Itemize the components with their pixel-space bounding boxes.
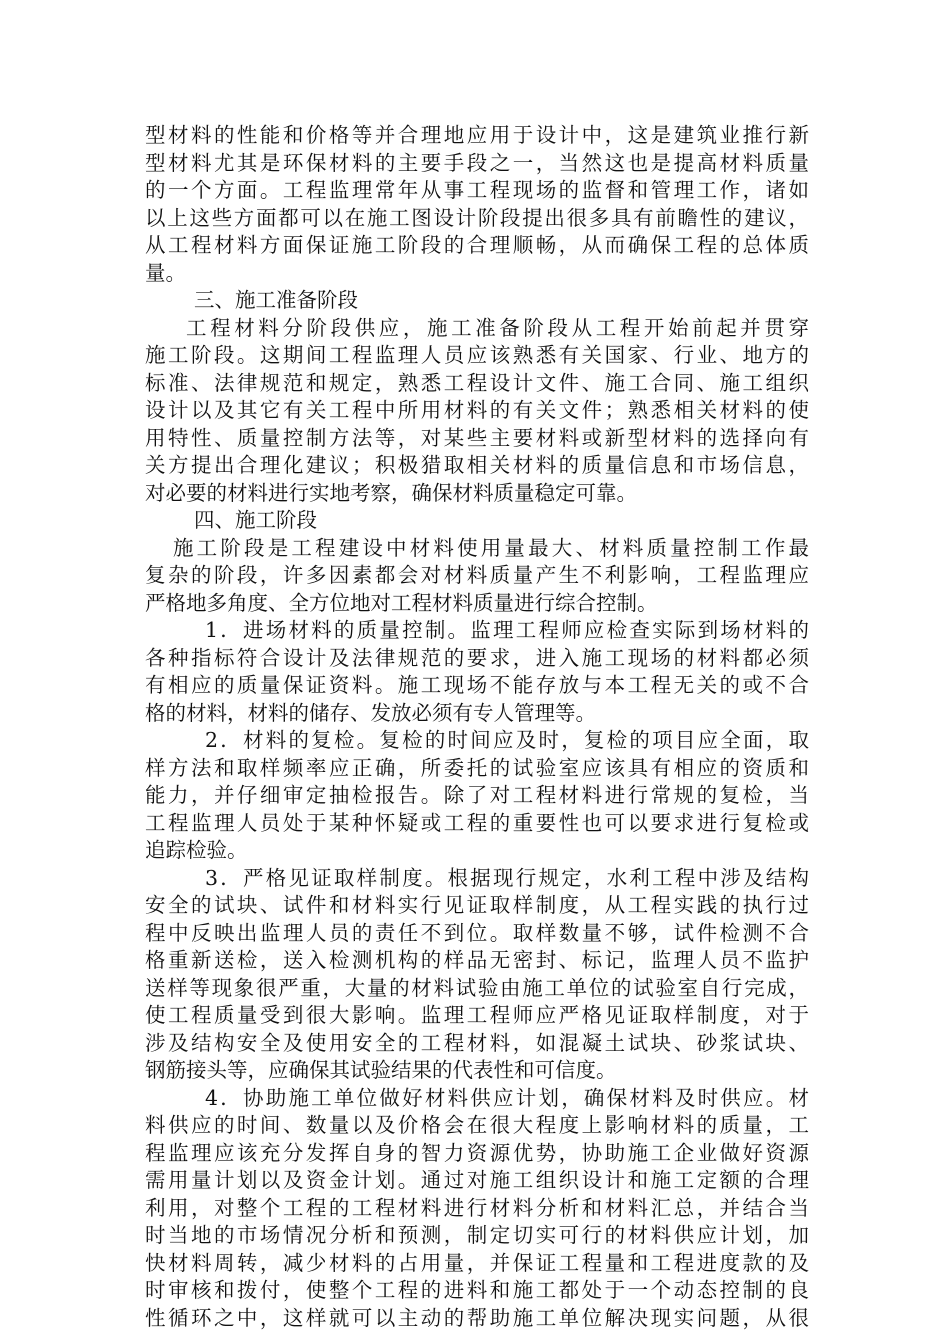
text-line: 量。 — [145, 260, 186, 285]
text-line: 对必要的材料进行实地考察，确保材料质量稳定可靠。 — [145, 480, 637, 505]
text-line: 料供应的时间、数量以及价格会在很大程度上影响材料的质量，工 — [145, 1113, 809, 1137]
text-line: 格的材料，材料的储存、发放必须有专人管理等。 — [145, 700, 596, 725]
text-line: 标准、法律规范和规定，熟悉工程设计文件、施工合同、施工组织 — [145, 370, 809, 395]
text-line: 严格地多角度、全方位地对工程材料质量进行综合控制。 — [145, 590, 658, 615]
text-line: 需用量计划以及资金计划。通过对施工组织设计和施工定额的合理 — [145, 1168, 809, 1192]
text-line: 时当地的市场情况分析和预测，制定切实可行的材料供应计划，加 — [145, 1223, 809, 1247]
text-line: 各种指标符合设计及法律规范的要求，进入施工现场的材料都必须 — [145, 645, 809, 670]
text-line: 复杂的阶段，许多因素都会对材料质量产生不利影响，工程监理应 — [145, 563, 809, 587]
text-line: 的一个方面。工程监理常年从事工程现场的监督和管理工作，诸如 — [145, 178, 809, 202]
text-line: 利用，对整个工程的工程材料进行材料分析和材料汇总，并结合当 — [145, 1195, 809, 1220]
section-heading: 三、施工准备阶段 — [194, 288, 358, 312]
text-line: 安全的试块、试件和材料实行见证取样制度，从工程实践的执行过 — [145, 893, 809, 917]
text-line: 用特性、质量控制方法等，对某些主要材料或新型材料的选择向有 — [145, 425, 809, 450]
text-line: 钢筋接头等，应确保其试验结果的代表性和可信度。 — [145, 1058, 617, 1082]
text-line: 以上这些方面都可以在施工图设计阶段提出很多具有前瞻性的建议， — [145, 205, 809, 230]
text-line: 涉及结构安全及使用安全的工程材料，如混凝土试块、砂浆试块、 — [145, 1030, 809, 1055]
text-line: 从工程材料方面保证施工阶段的合理顺畅，从而确保工程的总体质 — [145, 233, 809, 257]
text-line: 追踪检验。 — [145, 838, 248, 862]
text-line: 程中反映出监理人员的责任不到位。取样数量不够，试件检测不合 — [145, 920, 809, 945]
section-heading: 四、施工阶段 — [194, 508, 317, 532]
text-line: 格重新送检，送入检测机构的样品无密封、标记，监理人员不监护 — [145, 948, 809, 972]
text-line: 样方法和取样频率应正确，所委托的试验室应该具有相应的资质和 — [145, 755, 809, 780]
text-line: 1．进场材料的质量控制。监理工程师应检查实际到场材料的 — [205, 618, 809, 642]
text-line: 型材料尤其是环保材料的主要手段之一，当然这也是提高材料质量 — [145, 150, 809, 175]
text-line: 设计以及其它有关工程中所用材料的有关文件；熟悉相关材料的使 — [145, 398, 809, 422]
text-line: 程监理应该充分发挥自身的智力资源优势，协助施工企业做好资源 — [145, 1140, 809, 1165]
text-line: 工程材料分阶段供应，施工准备阶段从工程开始前起并贯穿 — [186, 315, 809, 340]
text-line: 2．材料的复检。复检的时间应及时，复检的项目应全面，取 — [205, 728, 809, 752]
text-line: 使工程质量受到很大影响。监理工程师应严格见证取样制度，对于 — [145, 1003, 809, 1027]
text-line: 施工阶段。这期间工程监理人员应该熟悉有关国家、行业、地方的 — [145, 343, 809, 367]
text-line: 关方提出合理化建议；积极猎取相关材料的质量信息和市场信息， — [145, 453, 809, 477]
text-line: 施工阶段是工程建设中材料使用量最大、材料质量控制工作最 — [173, 535, 809, 560]
text-line: 3．严格见证取样制度。根据现行规定，水利工程中涉及结构 — [205, 865, 809, 890]
text-line: 型材料的性能和价格等并合理地应用于设计中，这是建筑业推行新 — [145, 123, 809, 147]
text-line: 时审核和拨付，使整个工程的进料和施工都处于一个动态控制的良 — [145, 1278, 809, 1302]
text-line: 送样等现象很严重，大量的材料试验由施工单位的试验室自行完成， — [145, 975, 809, 1000]
text-line: 性循环之中，这样就可以主动的帮助施工单位解决现实问题，从很 — [145, 1305, 809, 1330]
text-line: 工程监理人员处于某种怀疑或工程的重要性也可以要求进行复检或 — [145, 810, 809, 835]
text-line: 有相应的质量保证资料。施工现场不能存放与本工程无关的或不合 — [145, 673, 809, 697]
text-line: 4．协助施工单位做好材料供应计划，确保材料及时供应。材 — [205, 1085, 809, 1110]
text-line: 快材料周转，减少材料的占用量，并保证工程量和工程进度款的及 — [145, 1250, 809, 1275]
text-line: 能力，并仔细审定抽检报告。除了对工程材料进行常规的复检，当 — [145, 783, 809, 807]
document-body — [145, 122, 809, 1332]
